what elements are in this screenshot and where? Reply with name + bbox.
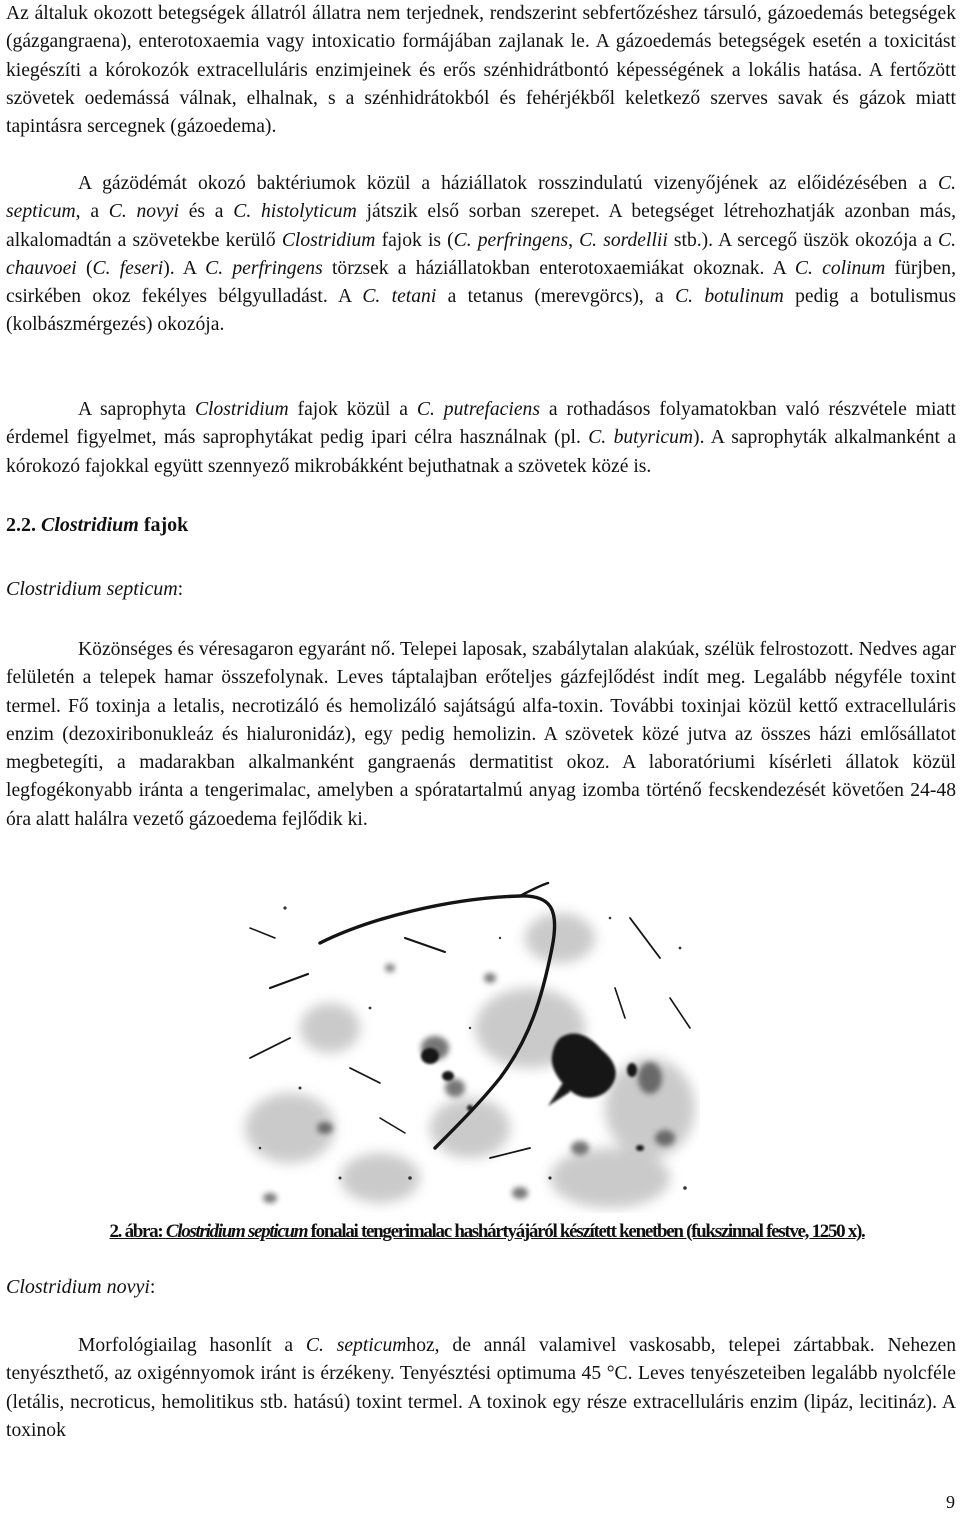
- species-name: C. botulinum: [675, 286, 784, 308]
- species-name: C. butyricum: [588, 427, 694, 449]
- subheading-novyi: [6, 1276, 155, 1299]
- species-name: C. novyi: [108, 201, 179, 223]
- page-number: 9: [946, 1492, 955, 1512]
- species-name: C. sordellii: [579, 229, 668, 251]
- text-span: stb.). A sercegő üszök okozója a: [667, 229, 939, 251]
- text-span: törzsek a háziállatokban enterotoxaemiákat okoznak. A: [322, 257, 795, 279]
- paragraph-septicum-description: [6, 636, 956, 834]
- text-span: A gázödémát okozó baktériumok közül a háziállatok rosszindulatú vizenyőjének az előidézésében a: [78, 173, 939, 194]
- paragraph-text: Az általuk okozott betegségek állatról állatra nem terjednek, rendszerint sebfertőzéshez társuló, gázoedemás betegségek (gázgangraena), enterotoxaemia vagy intoxicatio formájában zajlanak le. A gázoedemás betegségek esetén a toxicitást kiegészíti a kórokozók extracelluláris enzimjeinek és erős szénhidrátbontó képességének a lokális hatása. A fertőzött szövetek oedemássá válnak, elhalnak, s a szénhidrátokból és fehérjékből keletkező szerves savak és gázok miatt tapintásra sercegnek (gázoedema).: [6, 3, 956, 138]
- species-name: C. septicum: [6, 173, 956, 223]
- text-span: fajok közül a: [288, 399, 417, 420]
- section-title-italic: Clostridium: [41, 514, 139, 536]
- caption-label: 2. ábra:: [109, 1221, 163, 1242]
- subheading-septicum: [6, 578, 183, 601]
- species-name: C. putrefaciens: [416, 399, 540, 420]
- text-span: fajok is (: [375, 229, 454, 251]
- text-span: Morfológiailag hasonlít a: [78, 1335, 306, 1356]
- paragraph-intro: [6, 0, 956, 141]
- text-span: A saprophyta: [78, 399, 195, 420]
- text-span: játszik első sorban szerepet. A betegséget létrehozhatják azonban más, alkalomadtán a szövetekbe kerülő: [6, 201, 957, 251]
- text-span: ). A: [163, 257, 206, 279]
- text-span: és a: [178, 201, 234, 223]
- text-span: ,: [568, 229, 580, 251]
- text-span: hoz, de annál valamivel vaskosabb, telepei zártabbak. Nehezen tenyészthető, az oxigénnyomok iránt is érzékeny. Tenyésztési optimuma 45 °C. Leves tenyészeteiben legalább nyolcféle (letális, necroticus, hemolitikus stb. hatású) toxint termel. A toxinok egy része extracelluláris enzim (lipáz, lecitináz). A toxinok: [6, 1335, 957, 1441]
- species-name: C. histolyticum: [233, 201, 357, 223]
- micrograph-image: [230, 878, 700, 1213]
- text-span: pedig a botulismus (kolbászmérgezés) okozója.: [6, 286, 956, 336]
- species-name: C. perfringens: [205, 257, 323, 279]
- species-name: C. septicum: [305, 1335, 407, 1356]
- paragraph-saprophyta: [6, 396, 956, 481]
- micrograph-figure: [230, 878, 700, 1213]
- figure-caption: [52, 1218, 922, 1246]
- genus-name: Clostridium: [281, 229, 376, 251]
- section-heading: [6, 514, 188, 537]
- text-span: a tetanus (merevgörcs), a: [436, 286, 676, 308]
- section-number: 2.2.: [6, 514, 36, 536]
- subheading-text: Clostridium novyi: [6, 1276, 150, 1298]
- text-span: (: [76, 257, 93, 279]
- text-span: a rothadásos folyamatokban való részvétele miatt érdemel figyelmet, más saprophytákat pedig ipari célra használnak (pl.: [6, 399, 957, 449]
- subheading-colon: :: [149, 1276, 156, 1298]
- species-name: C. perfringens: [453, 229, 569, 251]
- species-name: C. feseri: [92, 257, 164, 279]
- paragraph-text: Közönséges és véresagaron egyaránt nő. Telepei laposak, szabálytalan alakúak, szélük felrostozott. Nedves agar felületén a telepek hamar összefolynak. Leves táptalajban erőteljes gázfejlődést indít meg. Legalább négyféle toxint termel. Fő toxinja a letalis, necrotizáló és hemolizáló sajátságú alfa-toxin. További toxinjai közül kettő extracelluláris enzim (dezoxiribonukleáz és hialuronidáz), egy pedig hemolizin. A szövetek közé jutva az összes házi emlősállatot megbetegíti, a madarakban alkalmanként gangraenás dermatitist okoz. A laboratóriumi kísérleti állatok közül legfogékonyabb iránta a tengerimalac, amelyben a spóratartalmú anyag izomba történő fecskendezését követően 24-48 óra alatt halálra vezető gázoedema fejlődik ki.: [6, 639, 956, 830]
- paragraph-gas-oedema: [6, 170, 956, 340]
- species-name: C. chauvoei: [6, 229, 956, 279]
- text-span: ). A saprophyták alkalmanként a kórokozó fajokkal együtt szennyező mikrobákként bejuthatnak a szövetek közé is.: [6, 427, 957, 477]
- caption-species: Clostridium septicum: [165, 1221, 308, 1242]
- subheading-text: Clostridium septicum: [6, 578, 178, 600]
- subheading-colon: :: [177, 578, 184, 600]
- species-name: C. colinum: [794, 257, 886, 279]
- text-span: fürjben, csirkében okoz fekélyes bélgyulladást. A: [6, 257, 956, 308]
- section-title-rest: fajok: [138, 514, 189, 536]
- paragraph-novyi-description: [6, 1332, 956, 1445]
- genus-name: Clostridium: [194, 399, 289, 420]
- species-name: C. tetani: [362, 286, 437, 308]
- text-span: , a: [75, 201, 109, 223]
- caption-text: fonalai tengerimalac hashártyájáról készített kenetben (fukszinnal festve, 1250 x).: [307, 1221, 865, 1242]
